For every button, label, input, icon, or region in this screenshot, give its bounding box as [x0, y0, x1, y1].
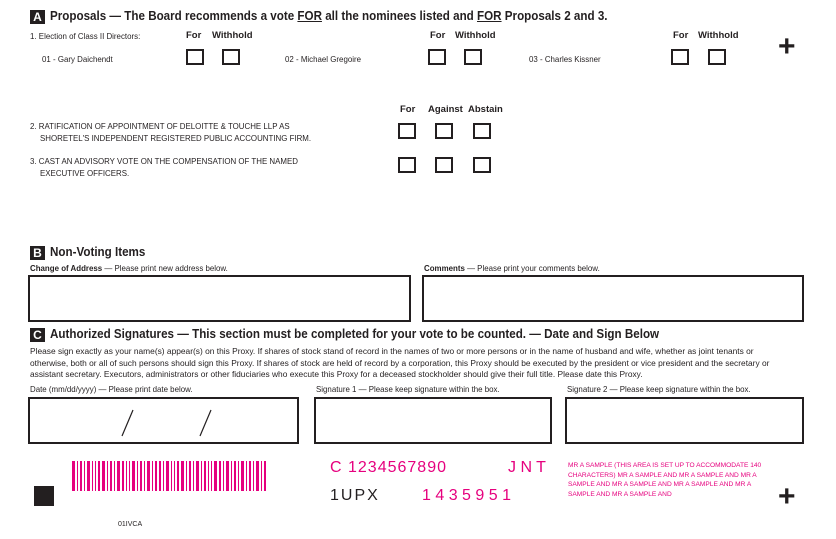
barcode-bar [110, 461, 112, 491]
barcode-bar [80, 461, 82, 491]
account-number: 1 4 3 5 9 5 1 [422, 487, 511, 504]
nominee3-withhold-checkbox[interactable] [708, 49, 726, 65]
barcode-bar [171, 461, 172, 491]
nominee1-withhold-checkbox[interactable] [222, 49, 240, 65]
proposal3-against-checkbox[interactable] [435, 157, 453, 173]
proposal-3-line1: 3. CAST AN ADVISORY VOTE ON THE COMPENSATION OF THE NAMED [30, 156, 298, 166]
barcode-bar [72, 461, 75, 491]
barcode-bar [219, 461, 221, 491]
barcode-bar [152, 461, 153, 491]
registration-plus-mark: + [778, 30, 796, 63]
signature-2-label: Signature 2 — Please keep signature within the box. [567, 384, 751, 394]
proposal-2-line1: 2. RATIFICATION OF APPOINTMENT OF DELOITTE & TOUCHE LLP AS [30, 121, 290, 131]
barcode-bar [84, 461, 85, 491]
proposals-for-header: For [400, 104, 416, 115]
nominee1-for-header: For [186, 30, 202, 41]
section-c-letter: C [30, 328, 45, 342]
sample-address-block: MR A SAMPLE (THIS AREA IS SET UP TO ACCOMMODATE 140 CHARACTERS) MR A SAMPLE AND MR A SAMPLE AND MR A SAMPLE AND MR A SAMPLE AND MR A SAMPLE AND MR A SAMPLE AND MR A SAMPLE AND [568, 462, 762, 498]
barcode-bar [253, 461, 254, 491]
barcode-bar [107, 461, 108, 491]
barcode-bar [114, 461, 115, 491]
date-box[interactable] [28, 397, 299, 444]
date-slashes [28, 397, 299, 444]
barcode-bar [264, 461, 266, 491]
nominee-1-label: 01 - Gary Daichendt [42, 54, 113, 64]
barcode-bar [189, 461, 191, 491]
signature-2-box[interactable] [565, 397, 804, 444]
upx-code: 1UPX [330, 487, 380, 504]
barcode-bar [140, 461, 142, 491]
proposals-abstain-header: Abstain [468, 104, 503, 115]
proposal3-abstain-checkbox[interactable] [473, 157, 491, 173]
barcode-bar [137, 461, 138, 491]
barcode-bar [204, 461, 206, 491]
nominee2-for-checkbox[interactable] [428, 49, 446, 65]
nominee1-for-checkbox[interactable] [186, 49, 204, 65]
comments-box[interactable] [422, 275, 804, 322]
barcode-bar [122, 461, 124, 491]
barcode-bar [166, 461, 169, 491]
barcode-bar [129, 461, 130, 491]
barcode-bar [77, 461, 78, 491]
nominee2-withhold-checkbox[interactable] [464, 49, 482, 65]
barcode-bar [241, 461, 244, 491]
signature-1-label: Signature 1 — Please keep signature within the box. [316, 384, 500, 394]
barcode-bar [196, 461, 199, 491]
date-label: Date (mm/dd/yyyy) — Please print date below. [30, 384, 193, 394]
section-a-letter: A [30, 10, 45, 24]
barcode-bar [249, 461, 251, 491]
barcode-bar [201, 461, 202, 491]
nominee3-for-header: For [673, 30, 689, 41]
proposal2-abstain-checkbox[interactable] [473, 123, 491, 139]
control-number: C 1234567890 [330, 459, 447, 476]
section-b-letter: B [30, 246, 45, 260]
proposal-2-line2: SHORETEL'S INDEPENDENT REGISTERED PUBLIC ACCOUNTING FIRM. [40, 133, 312, 143]
barcode-bar [223, 461, 224, 491]
barcode-bar [117, 461, 120, 491]
barcode-bar [214, 461, 217, 491]
election-label: 1. Election of Class II Directors: [30, 31, 141, 41]
barcode-bar [126, 461, 127, 491]
nominee1-withhold-header: Withhold [212, 30, 253, 41]
change-of-address-box[interactable] [28, 275, 411, 322]
change-of-address-label: Change of Address — Please print new address below. [30, 263, 228, 273]
section-a-title: Proposals — The Board recommends a vote FOR all the nominees listed and FOR Proposals 2 and 3. [50, 9, 608, 23]
barcode-bar [211, 461, 212, 491]
barcode-bar [246, 461, 247, 491]
barcode-bar [92, 461, 93, 491]
jnt-code: J N T [508, 459, 546, 476]
registration-square [34, 486, 54, 506]
barcode-bar [98, 461, 100, 491]
signature-1-box[interactable] [314, 397, 552, 444]
barcode-bar [256, 461, 259, 491]
barcode-bar [193, 461, 194, 491]
nominee2-withhold-header: Withhold [455, 30, 496, 41]
section-b-title: Non-Voting Items [50, 245, 146, 259]
proposals-against-header: Against [428, 104, 463, 115]
barcode-bar [238, 461, 239, 491]
barcode-bar [174, 461, 175, 491]
barcode-bar [144, 461, 145, 491]
barcode-bar [261, 461, 262, 491]
comments-label: Comments — Please print your comments below. [424, 263, 600, 273]
barcode-bar [159, 461, 161, 491]
section-c-title: Authorized Signatures — This section must be completed for your vote to be counted. — Date and Sign Below [50, 327, 660, 341]
nominee-3-label: 03 - Charles Kissner [529, 54, 601, 64]
proposal2-against-checkbox[interactable] [435, 123, 453, 139]
barcode-bar [177, 461, 179, 491]
barcode-bar [163, 461, 164, 491]
barcode-bar [226, 461, 229, 491]
form-code: 01IVCA [118, 521, 143, 528]
footer-plus-mark: + [778, 480, 796, 513]
nominee3-for-checkbox[interactable] [671, 49, 689, 65]
nominee-2-label: 02 - Michael Gregoire [285, 54, 362, 64]
barcode-bar [208, 461, 209, 491]
barcode-bar [102, 461, 105, 491]
barcode-bar [147, 461, 150, 491]
proposal3-for-checkbox[interactable] [398, 157, 416, 173]
barcode-bar [181, 461, 184, 491]
barcode-bar [132, 461, 135, 491]
nominee3-withhold-header: Withhold [698, 30, 739, 41]
barcode-bar [155, 461, 157, 491]
proposal2-for-checkbox[interactable] [398, 123, 416, 139]
nominee2-for-header: For [430, 30, 446, 41]
barcode-bar [186, 461, 187, 491]
barcode-bar [234, 461, 236, 491]
signature-instructions: Please sign exactly as your name(s) appear(s) on this Proxy. If shares of stock stand of record in the names of two or more persons or in the name of husband and wife, whether as joint tenants or otherwise, both or all of such persons should sign this Proxy. If shares of stock are held of record by a corporation, this Proxy should be executed by the president or vice president and the secretary or assistant secretary. Executors, administrators or other fiduciaries who execute this Proxy for a deceased stockholder should give their full title. Please date this Proxy. [30, 346, 770, 379]
barcode-bar [95, 461, 96, 491]
barcode-bar [87, 461, 90, 491]
proposal-3-line2: EXECUTIVE OFFICERS. [40, 168, 130, 178]
barcode-bar [231, 461, 232, 491]
